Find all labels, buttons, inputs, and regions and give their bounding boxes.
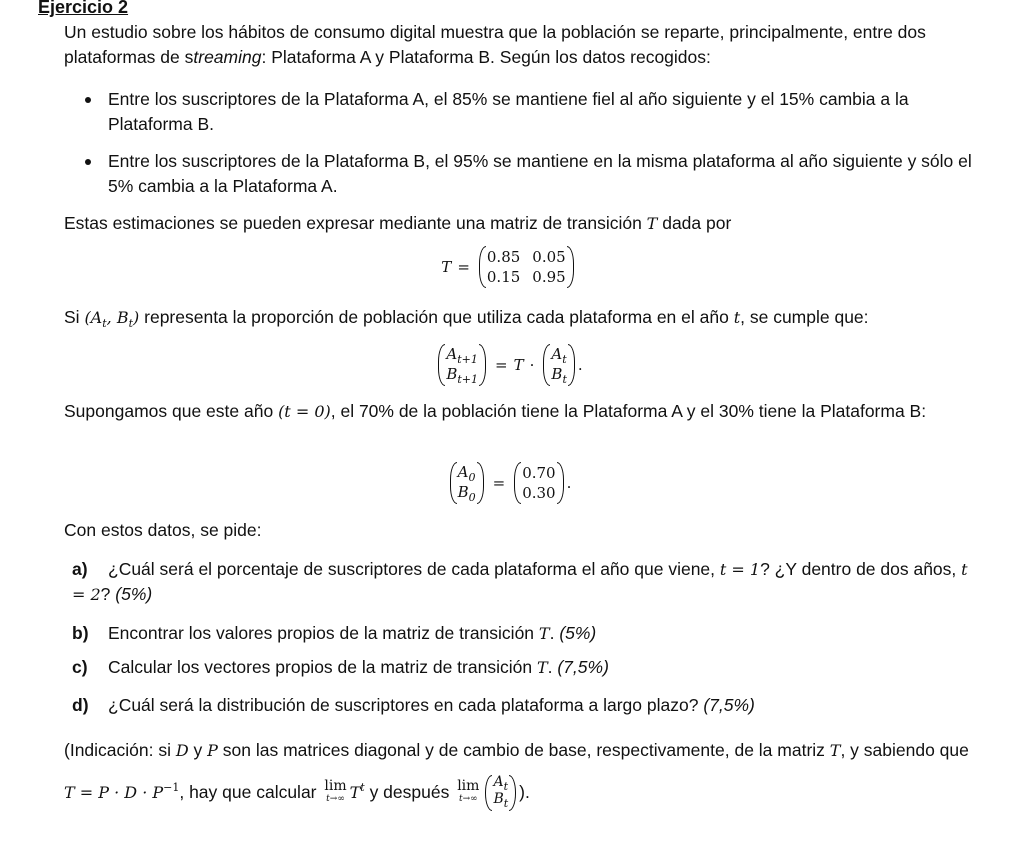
cell: 0.95 bbox=[532, 268, 566, 286]
math-sub: t+1 bbox=[457, 372, 479, 386]
intro-text: Un estudio sobre los hábitos de consumo digital muestra que la población se reparte, principalmente, entre dos plataformas de s bbox=[64, 22, 926, 67]
math-var: t bbox=[733, 308, 741, 327]
text: Encontrar los valores propios de la matriz de transición bbox=[108, 623, 539, 643]
item-label: c) bbox=[72, 657, 88, 677]
math: B bbox=[493, 791, 504, 808]
text: ? ¿Y dentro de dos años, bbox=[760, 559, 962, 579]
matrix-T-equation bbox=[0, 246, 1018, 288]
cell: 0.70 bbox=[522, 464, 556, 482]
text: y después bbox=[364, 781, 455, 802]
period: . bbox=[577, 356, 583, 374]
hint-paragraph bbox=[64, 732, 980, 811]
cell: 0.05 bbox=[532, 248, 566, 266]
equals: = bbox=[457, 258, 470, 276]
math: D bbox=[175, 741, 189, 760]
lim-sub: t→∞ bbox=[326, 794, 345, 805]
math-var: T bbox=[441, 258, 452, 276]
left-paren bbox=[485, 775, 492, 811]
left-paren bbox=[450, 462, 457, 504]
text: (Indicación: si bbox=[64, 740, 176, 760]
right-paren bbox=[479, 344, 486, 386]
math: B bbox=[551, 364, 563, 383]
right-paren bbox=[567, 246, 574, 288]
weight: (5%) bbox=[559, 623, 597, 643]
estas-paragraph bbox=[64, 211, 980, 236]
question-a bbox=[72, 557, 980, 607]
math: A bbox=[446, 344, 458, 363]
text: son las matrices diagonal y de cambio de base, respectivamente, de la matriz bbox=[217, 740, 830, 760]
question-c bbox=[72, 655, 980, 680]
math: A bbox=[551, 344, 563, 363]
equals: = bbox=[495, 356, 508, 374]
math-sub: t bbox=[128, 317, 134, 330]
text: Calcular los vectores propios de la matriz de transición bbox=[108, 657, 537, 677]
item-label: d) bbox=[72, 695, 89, 715]
lim: lim bbox=[457, 778, 480, 795]
initial-vector-equation bbox=[0, 462, 1018, 504]
math-sub: t bbox=[503, 780, 508, 794]
bullet-text: Entre los suscriptores de la Plataforma A, el 85% se mantiene fiel al año siguiente y el 15% cambia a la Plataforma B. bbox=[108, 89, 909, 134]
text: , el 70% de la población tiene la Plataforma A y el 30% tiene la Plataforma B: bbox=[330, 401, 927, 421]
text: , se cumple que: bbox=[740, 307, 869, 327]
intro-text-end: : Plataforma A y Plataforma B. Según los datos recogidos: bbox=[261, 47, 711, 67]
text: , hay que calcular bbox=[179, 781, 322, 802]
math-sub: t bbox=[102, 317, 107, 330]
math: t = 1 bbox=[719, 560, 761, 579]
dot: · bbox=[529, 356, 535, 374]
cell: 0.15 bbox=[486, 268, 521, 286]
math: B bbox=[446, 364, 458, 383]
limit bbox=[457, 780, 479, 806]
bullet-item bbox=[108, 149, 980, 199]
equals: = bbox=[492, 474, 506, 492]
math-sub: 0 bbox=[468, 470, 476, 484]
vector bbox=[543, 344, 574, 386]
recurrence-equation bbox=[0, 344, 1018, 386]
limit bbox=[324, 780, 346, 806]
question-b bbox=[72, 621, 980, 646]
weight: (5%) bbox=[115, 584, 153, 604]
math: B bbox=[457, 482, 469, 501]
math-var: T bbox=[513, 356, 524, 374]
math-sup: −1 bbox=[163, 781, 180, 794]
right-paren bbox=[477, 462, 484, 504]
math: t = 2 bbox=[72, 560, 968, 604]
vector bbox=[514, 462, 563, 504]
math: ) bbox=[133, 308, 140, 327]
left-paren bbox=[438, 344, 445, 386]
math-var: T bbox=[646, 214, 658, 233]
math-sup: t bbox=[360, 781, 365, 794]
item-label: b) bbox=[72, 623, 89, 643]
bullet-icon bbox=[85, 97, 91, 103]
weight: (7,5%) bbox=[557, 657, 609, 677]
text: Si bbox=[64, 307, 85, 327]
math: T bbox=[349, 782, 361, 802]
text: ? bbox=[100, 584, 116, 604]
cell: 0.30 bbox=[522, 484, 556, 502]
matrix bbox=[479, 246, 574, 288]
left-paren bbox=[479, 246, 486, 288]
weight: (7,5%) bbox=[703, 695, 755, 715]
text: , y sabiendo que bbox=[840, 740, 969, 760]
item-label: a) bbox=[72, 559, 88, 579]
math-sub: t bbox=[503, 797, 509, 811]
math-sub: t bbox=[562, 352, 567, 366]
math: A bbox=[493, 774, 504, 791]
math: A bbox=[457, 462, 469, 481]
right-paren bbox=[568, 344, 575, 386]
intro-italic: treaming bbox=[193, 47, 262, 67]
si-paragraph bbox=[64, 305, 980, 336]
right-paren bbox=[509, 775, 516, 811]
math-sub: t+1 bbox=[457, 352, 478, 366]
lim: lim bbox=[324, 778, 347, 795]
text: . bbox=[547, 657, 558, 677]
text: Supongamos que este año bbox=[64, 401, 279, 421]
bullet-item bbox=[108, 87, 980, 137]
vector bbox=[438, 344, 486, 386]
text: representa la proporción de población que utiliza cada plataforma en el año bbox=[139, 307, 734, 327]
math-sub: t bbox=[562, 372, 567, 386]
intro-paragraph bbox=[64, 20, 980, 70]
con-estos-text: Con estos datos, se pide: bbox=[64, 520, 262, 540]
math: P bbox=[207, 741, 218, 760]
vector bbox=[450, 462, 484, 504]
exercise-title: Ejercicio 2 bbox=[38, 0, 129, 17]
math: T = P · D · P bbox=[64, 782, 164, 802]
question-d bbox=[72, 693, 980, 718]
supongamos-paragraph bbox=[64, 399, 980, 424]
lim-sub: t→∞ bbox=[458, 794, 478, 805]
math: T bbox=[829, 741, 841, 760]
bullet-text: Entre los suscriptores de la Plataforma B, el 95% se mantiene en la misma plataforma al año siguiente y sólo el 5% cambia a la Plataforma A. bbox=[108, 151, 972, 196]
left-paren bbox=[543, 344, 550, 386]
math: T bbox=[536, 658, 548, 677]
period: . bbox=[566, 474, 572, 492]
math: , B bbox=[106, 308, 129, 327]
text: . bbox=[549, 623, 560, 643]
text: ¿Cuál será el porcentaje de suscriptores de cada plataforma el año que viene, bbox=[108, 559, 720, 579]
vector bbox=[485, 775, 516, 811]
bullet-icon bbox=[85, 159, 91, 165]
text: ¿Cuál será la distribución de suscriptores en cada plataforma a largo plazo? bbox=[108, 695, 704, 715]
text: y bbox=[188, 740, 208, 760]
math: (A bbox=[84, 308, 103, 327]
math: (t = 0) bbox=[278, 402, 331, 421]
left-paren bbox=[514, 462, 521, 504]
text: Estas estimaciones se pueden expresar mediante una matriz de transición bbox=[64, 213, 647, 233]
math-sub: 0 bbox=[468, 490, 476, 504]
right-paren bbox=[557, 462, 564, 504]
text: dada por bbox=[657, 213, 732, 233]
math: T bbox=[538, 624, 550, 643]
cell: 0.85 bbox=[486, 248, 521, 266]
text: ). bbox=[519, 781, 530, 802]
